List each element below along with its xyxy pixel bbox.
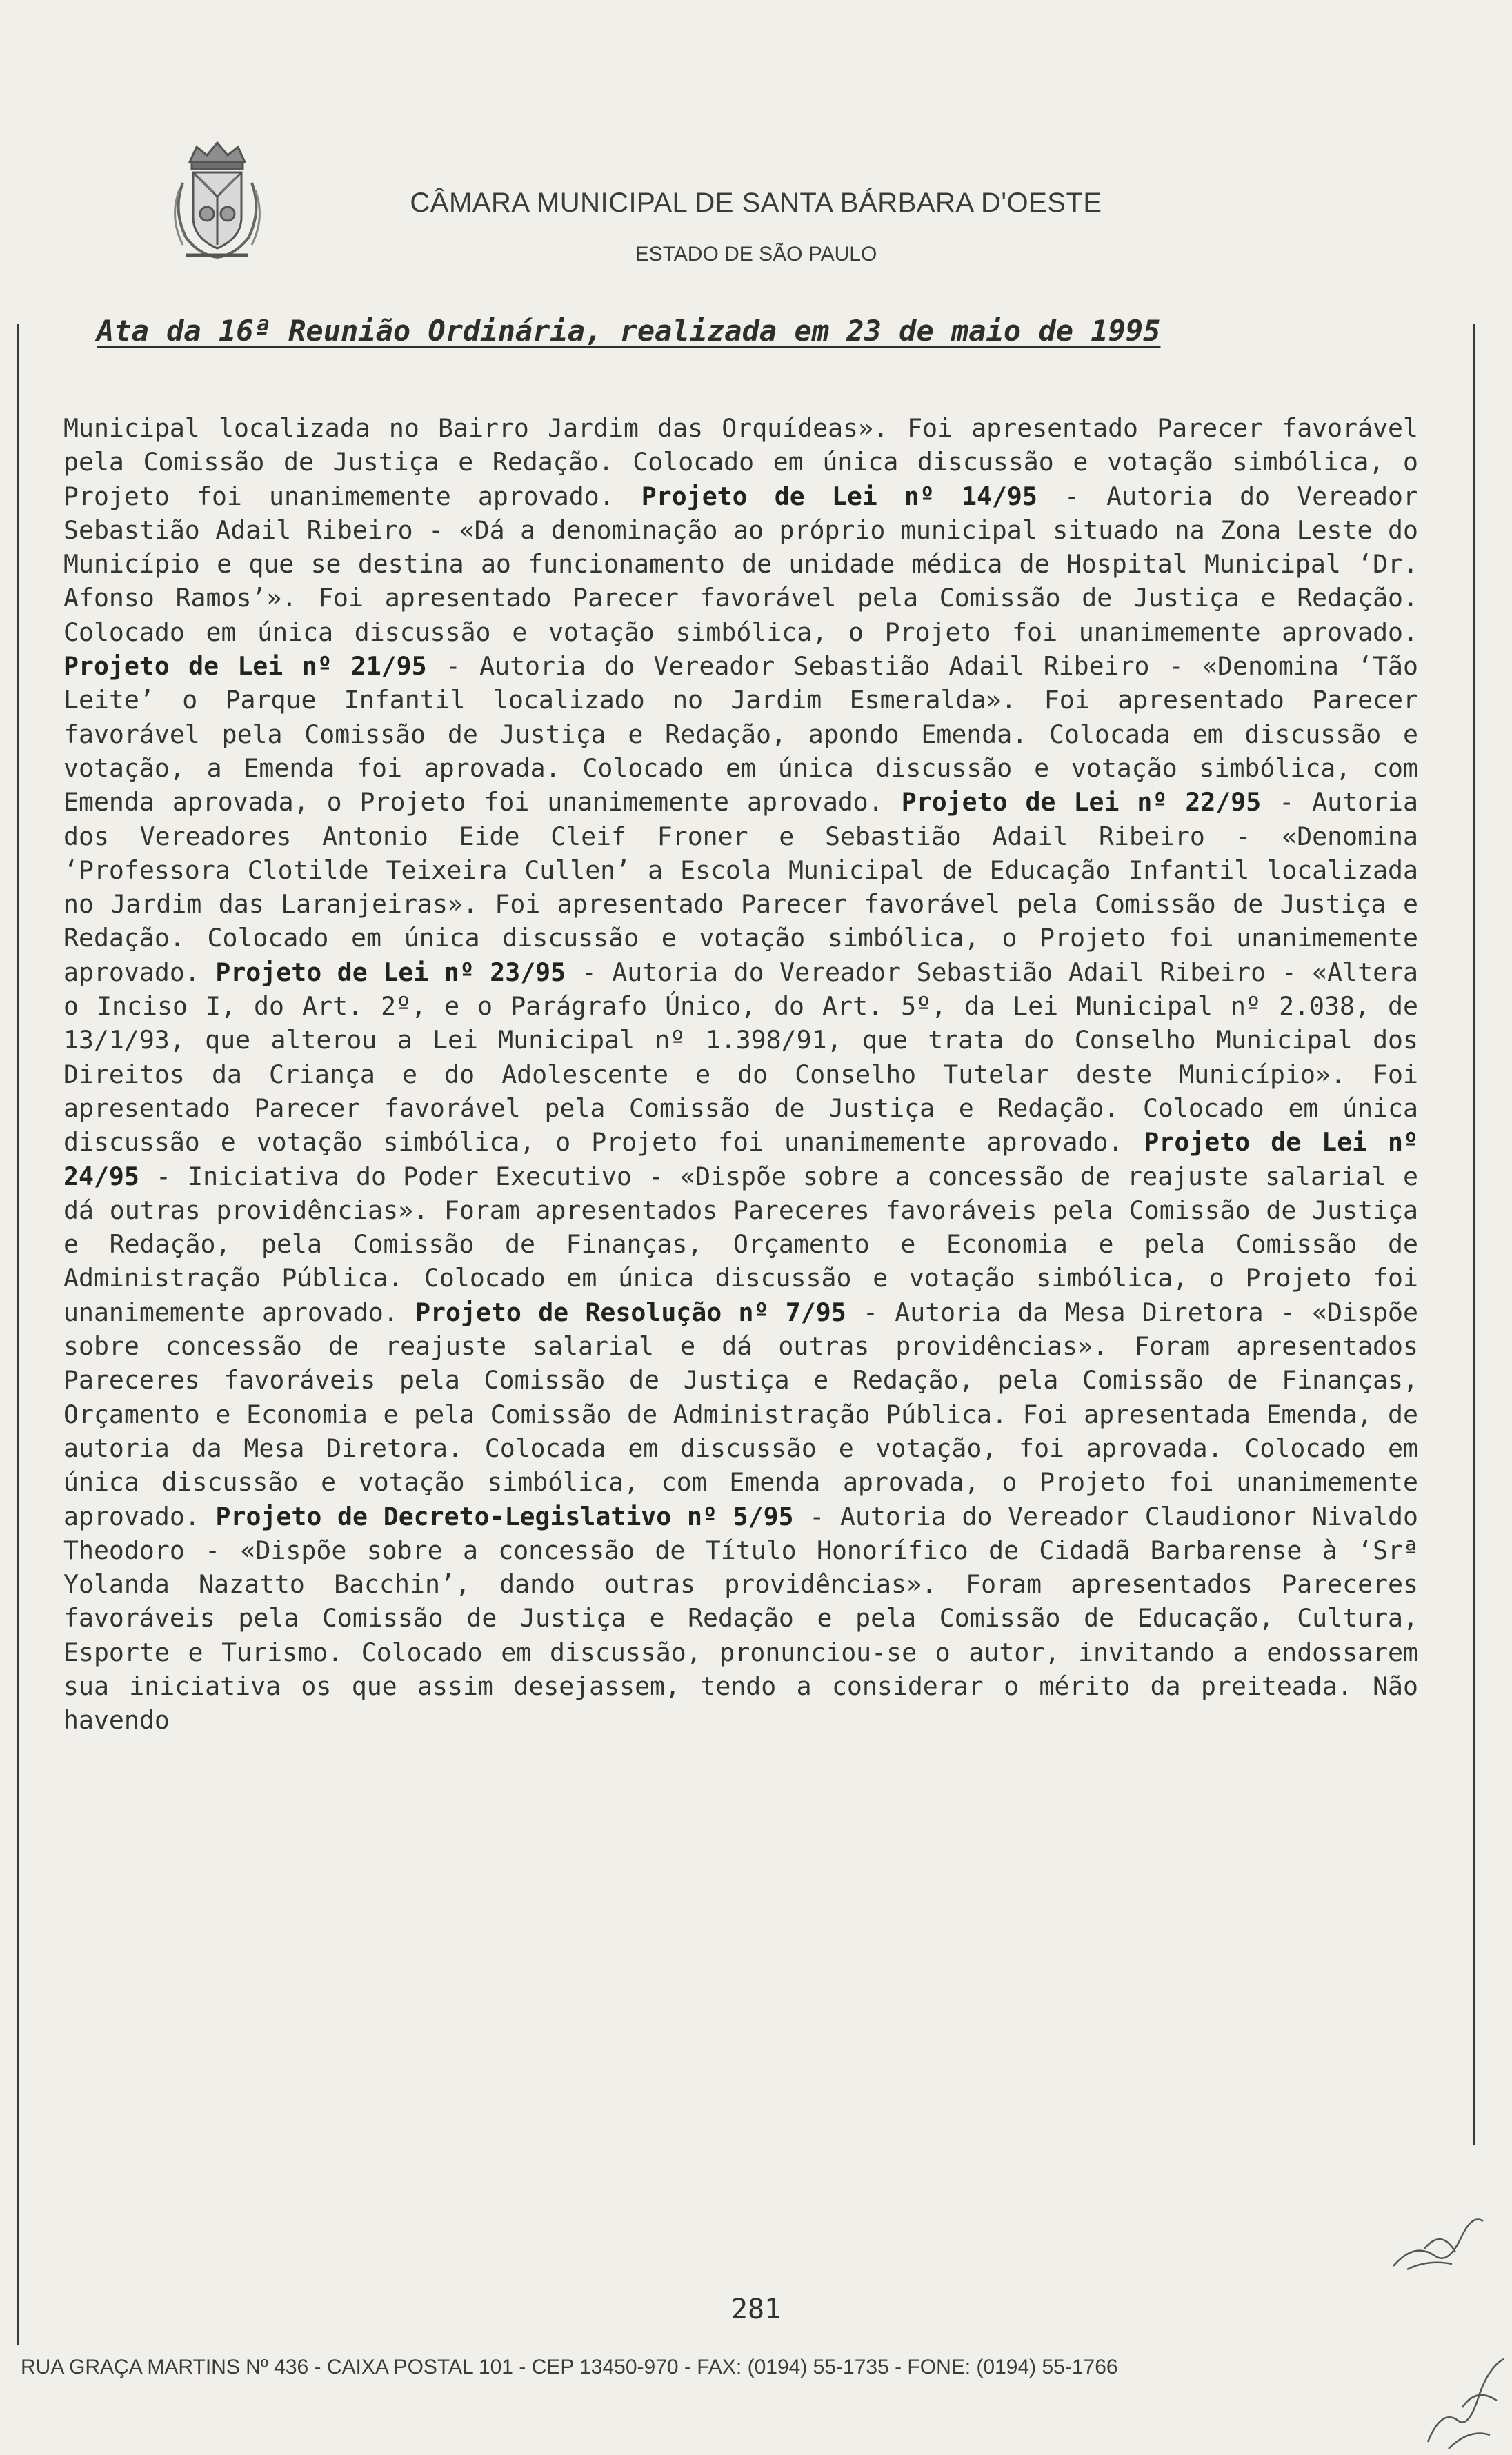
page-number: 281 xyxy=(730,2294,782,2325)
minutes-body xyxy=(63,411,1418,1738)
act-title: Ata da 16ª Reunião Ordinária, realizada em 23 de maio de 1995 xyxy=(97,314,1161,348)
body-text-segment: - Autoria do Vereador Sebastião Adail Ribeiro - «Denomina ‘Tão Leite’ o Parque Infantil localizado no Jardim Esmeralda». Foi apresentado Parecer favorável pela Comissão de Justiça e Redação, apondo Emenda. Colocada em discussão e votação, a Emenda foi aprovada. Colocado em única discussão e votação simbólica, com Emenda aprovada, o Projeto foi unanimemente aprovado. xyxy=(63,651,1418,817)
body-text-segment: - Iniciativa do Poder Executivo - «Dispõe sobre a concessão de reajuste salarial e dá outras providências». Foram apresentados Pareceres favoráveis pela Comissão de Justiça e Redação, pela Comissão de Finanças, Orçamento e Economia e pela Comissão de Administração Pública. Colocado em única discussão e votação simbólica, o Projeto foi unanimemente aprovado. xyxy=(63,1161,1418,1327)
bill-heading: Projeto de Lei nº 23/95 xyxy=(215,957,566,987)
bill-heading: Projeto de Lei nº 24/95 xyxy=(63,1127,1418,1191)
right-margin-line xyxy=(1473,324,1475,2145)
state-name: ESTADO DE SÃO PAULO xyxy=(635,243,877,266)
chamber-name: CÂMARA MUNICIPAL DE SANTA BÁRBARA D'OESTE xyxy=(410,188,1102,218)
body-text-segment: - Autoria da Mesa Diretora - «Dispõe sobre concessão de reajuste salarial e dá outras providências». Foram apresentados Pareceres favoráveis pela Comissão de Justiça e Redação, pela Comissão de Finanças, Orçamento e Economia e pela Comissão de Administração Pública. Foi apresentada Emenda, de autoria da Mesa Diretora. Colocada em discussão e votação, foi aprovada. Colocado em única discussão e votação simbólica, com Emenda aprovada, o Projeto foi unanimemente aprovado. xyxy=(63,1297,1419,1531)
body-text-segment: - Autoria dos Vereadores Antonio Eide Cleif Froner e Sebastião Adail Ribeiro - «Denomina ‘Professora Clotilde Teixeira Cullen’ a Escola Municipal de Educação Infantil localizada no Jardim das Laranjeiras». Foi apresentado Parecer favorável pela Comissão de Justiça e Redação. Colocado em única discussão e votação simbólica, o Projeto foi unanimemente aprovado. xyxy=(63,787,1419,987)
bill-heading: Projeto de Lei nº 22/95 xyxy=(901,787,1262,817)
body-text-segment: Municipal localizada no Bairro Jardim das Orquídeas». Foi apresentado Parecer favorável pela Comissão de Justiça e Redação. Colocado em única discussão e votação simbólica, o Projeto foi unanimemente aprovado. xyxy=(63,413,1418,511)
body-text-segment: - Autoria do Vereador Sebastião Adail Ribeiro - «Dá a denominação ao próprio municipal situado na Zona Leste do Município e que se destina ao funcionamento de unidade médica de Hospital Municipal ‘Dr. Afonso Ramos’». Foi apresentado Parecer favorável pela Comissão de Justiça e Redação. Colocado em única discussão e votação simbólica, o Projeto foi unanimemente aprovado. xyxy=(63,481,1419,647)
handwritten-initials-icon xyxy=(1386,2200,1490,2283)
footer-address: RUA GRAÇA MARTINS Nº 436 - CAIXA POSTAL 101 - CEP 13450-970 - FAX: (0194) 55-1735 - FONE: (0194) 55-1766 xyxy=(21,2356,1118,2378)
bill-heading: Projeto de Decreto-Legislativo nº 5/95 xyxy=(215,1501,794,1531)
bill-heading: Projeto de Lei nº 14/95 xyxy=(641,481,1037,511)
left-margin-line xyxy=(17,324,19,2345)
bill-heading: Projeto de Lei nº 21/95 xyxy=(63,651,427,682)
body-text-segment: - Autoria do Vereador Claudionor Nivaldo Theodoro - «Dispõe sobre a concessão de Título Honorífico de Cidadã Barbarense à ‘Srª Yolanda Nazatto Bacchin’, dando outras providências». Foram apresentados Pareceres favoráveis pela Comissão de Justiça e Redação e pela Comissão de Educação, Cultura, Esporte e Turismo. Colocado em discussão, pronunciou-se o autor, invitando a endossarem sua iniciativa os que assim desejassem, tendo a considerar o mérito da preiteada. Não havendo xyxy=(63,1501,1418,1736)
body-text-segment: - Autoria do Vereador Sebastião Adail Ribeiro - «Altera o Inciso I, do Art. 2º, e o Parágrafo Único, do Art. 5º, da Lei Municipal nº 2.038, de 13/1/93, que alterou a Lei Municipal nº 1.398/91, que trata do Conselho Municipal dos Direitos da Criança e do Adolescente e do Conselho Tutelar deste Município». Foi apresentado Parecer favorável pela Comissão de Justiça e Redação. Colocado em única discussão e votação simbólica, o Projeto foi unanimemente aprovado. xyxy=(63,957,1419,1157)
handwritten-signature-icon xyxy=(1421,2345,1511,2455)
bill-heading: Projeto de Resolução nº 7/95 xyxy=(415,1297,846,1327)
